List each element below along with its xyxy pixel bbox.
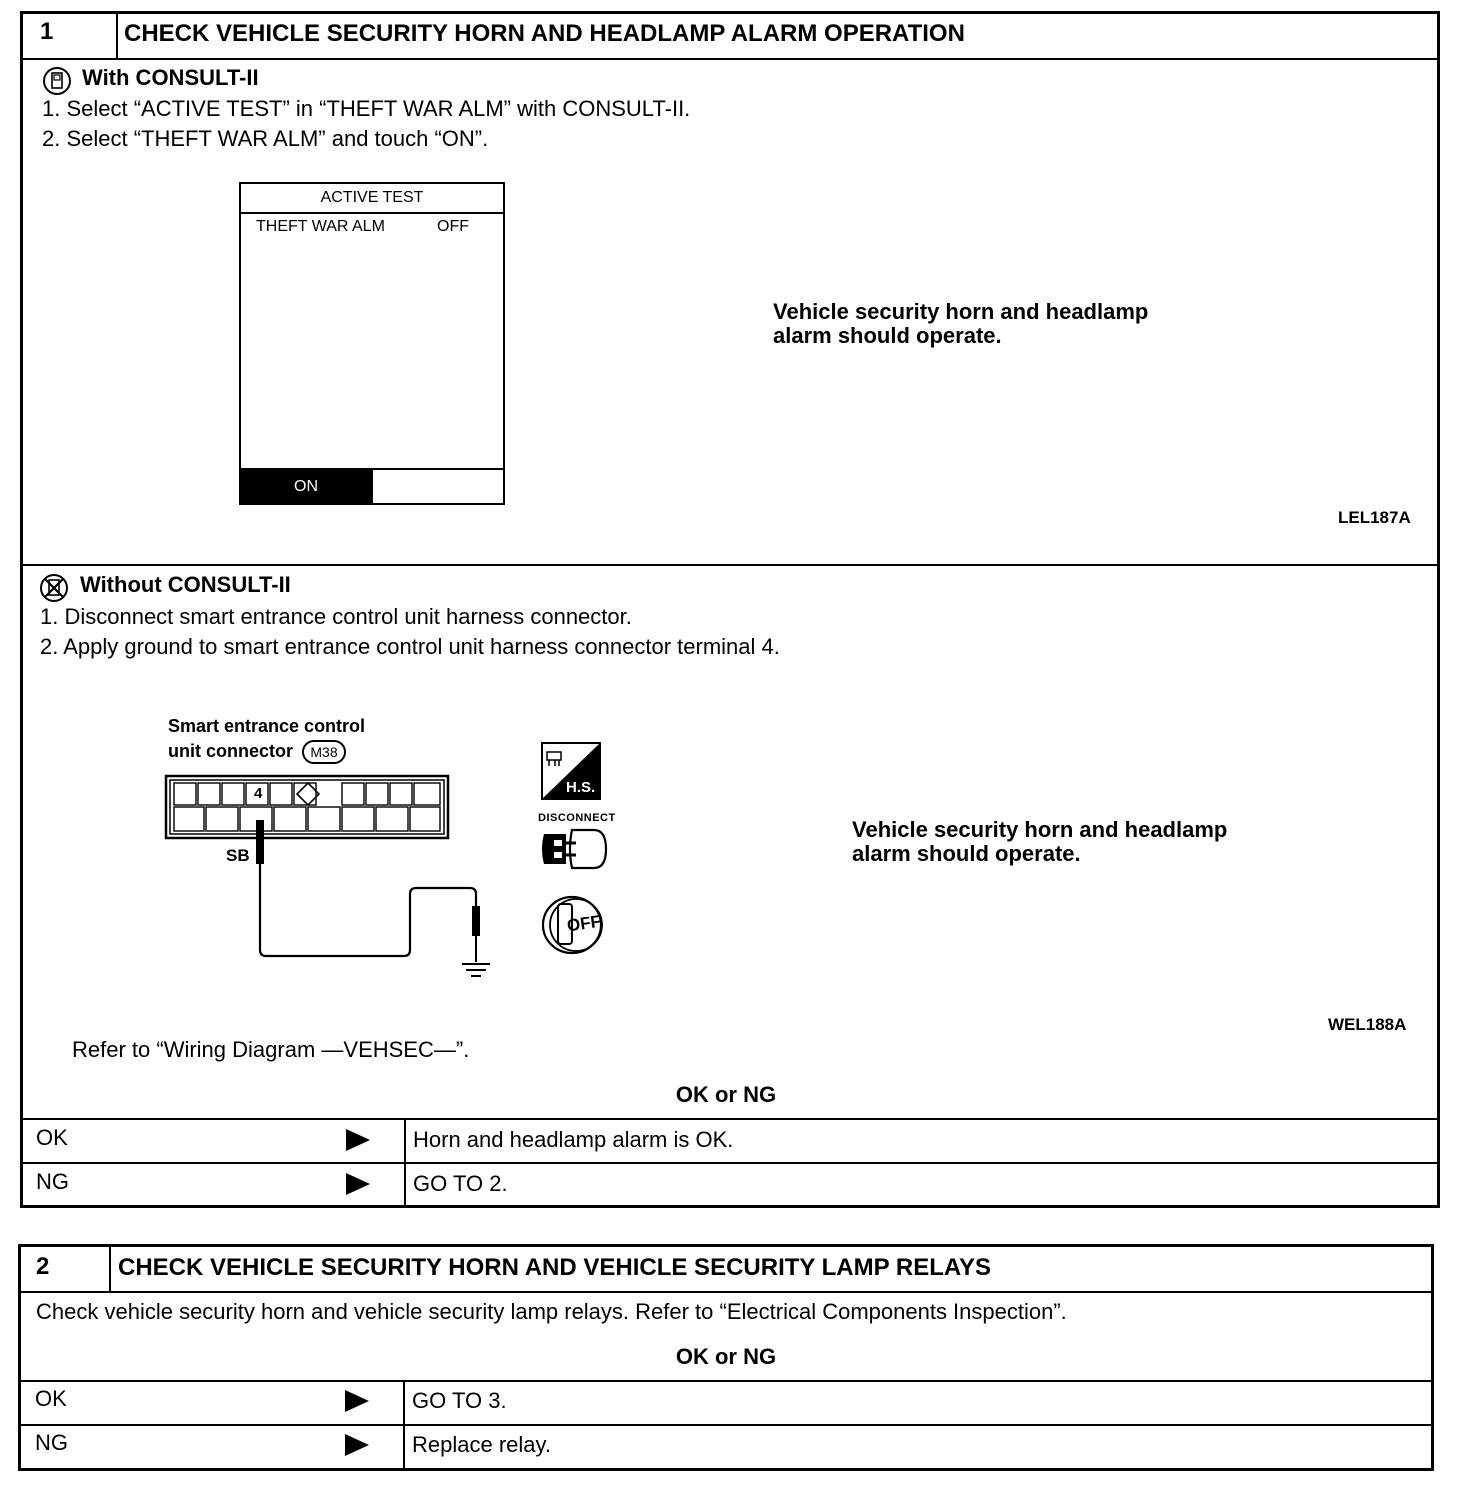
- step2-number-divider: [109, 1246, 111, 1292]
- wire-color: SB: [226, 846, 250, 865]
- step2-description: Check vehicle security horn and vehicle security lamp relays. Refer to “Electrical Components Inspection”.: [36, 1299, 1067, 1324]
- disconnect-label: DISCONNECT: [538, 812, 616, 824]
- screen-on-label: ON: [294, 478, 318, 495]
- step1-header-divider: [22, 58, 1438, 60]
- screen-button-divider: [371, 470, 373, 503]
- off-label: OFF: [565, 911, 603, 936]
- step1-number: 1: [40, 18, 54, 45]
- step2-ok-arrow-icon: [345, 1390, 369, 1412]
- screen-header: ACTIVE TEST: [320, 189, 424, 206]
- without-consult-step-1: 1. Disconnect smart entrance control unit harness connector.: [40, 604, 632, 629]
- hs-label: H.S.: [566, 779, 596, 796]
- screen-item-label: THEFT WAR ALM: [256, 218, 385, 235]
- step1-result-column-divider: [404, 1119, 406, 1206]
- step1-result-ng-label: NG: [36, 1169, 69, 1194]
- step1-result-ng-action: GO TO 2.: [413, 1171, 508, 1196]
- with-consult-figure-code: LEL187A: [1338, 508, 1411, 527]
- connector-label-line2: unit connector: [168, 741, 293, 761]
- screen-header-divider: [241, 212, 503, 214]
- step1-ok-or-ng: OK or NG: [675, 1082, 777, 1107]
- without-consult-result-line2: alarm should operate.: [852, 841, 1081, 866]
- terminal-number: 4: [254, 785, 263, 802]
- with-consult-step-1: 1. Select “ACTIVE TEST” in “THEFT WAR ALM” with CONSULT-II.: [42, 96, 691, 121]
- disconnect-icon: [540, 826, 610, 872]
- without-consult-figure-code: WEL188A: [1328, 1015, 1407, 1034]
- consult-screen: [239, 182, 505, 505]
- step1-result-mid-divider: [22, 1162, 1438, 1164]
- with-consult-result-line2: alarm should operate.: [773, 323, 1002, 348]
- with-consult-step-2: 2. Select “THEFT WAR ALM” and touch “ON”.: [42, 126, 489, 151]
- step1-title: CHECK VEHICLE SECURITY HORN AND HEADLAMP ALARM OPERATION: [124, 20, 965, 47]
- connector-code-badge: [302, 740, 346, 764]
- wiring-diagram-reference: Refer to “Wiring Diagram —VEHSEC—”.: [72, 1037, 470, 1062]
- step2-result-mid-divider: [20, 1424, 1432, 1426]
- step1-result-ok-action: Horn and headlamp alarm is OK.: [413, 1127, 734, 1152]
- consult-icon: [42, 66, 72, 96]
- step2-result-top-divider: [20, 1380, 1432, 1382]
- without-consult-result-line1: Vehicle security horn and headlamp: [852, 817, 1228, 842]
- step2-result-ok-action: GO TO 3.: [412, 1388, 507, 1413]
- step1-result-ok-label: OK: [36, 1125, 68, 1150]
- step2-result-column-divider: [403, 1381, 405, 1469]
- screen-item-value: OFF: [437, 218, 469, 235]
- connector-label-line1: Smart entrance control: [168, 716, 366, 736]
- step1-ng-arrow-icon: [346, 1173, 370, 1195]
- connector-code: M38: [310, 744, 338, 760]
- step2-result-ok-label: OK: [35, 1386, 67, 1411]
- step1-ok-arrow-icon: [346, 1129, 370, 1151]
- no-consult-icon: [39, 573, 69, 603]
- step2-ok-or-ng: OK or NG: [675, 1344, 777, 1369]
- with-consult-result-line1: Vehicle security horn and headlamp: [773, 299, 1149, 324]
- step2-ng-arrow-icon: [345, 1434, 369, 1456]
- with-consult-heading: With CONSULT-II: [82, 65, 259, 90]
- step1-result-top-divider: [22, 1118, 1438, 1120]
- step2-title: CHECK VEHICLE SECURITY HORN AND VEHICLE SECURITY LAMP RELAYS: [118, 1254, 992, 1281]
- screen-on-button[interactable]: [241, 470, 371, 503]
- connector-diagram: [160, 770, 500, 985]
- step2-number: 2: [36, 1253, 50, 1280]
- step1-number-divider: [116, 13, 118, 59]
- step2-header-divider: [20, 1291, 1432, 1293]
- section-divider: [22, 564, 1438, 566]
- without-consult-step-2: 2. Apply ground to smart entrance control unit harness connector terminal 4.: [40, 634, 780, 659]
- step2-result-ng-label: NG: [35, 1430, 68, 1455]
- step2-result-ng-action: Replace relay.: [412, 1432, 551, 1457]
- without-consult-heading: Without CONSULT-II: [80, 572, 291, 597]
